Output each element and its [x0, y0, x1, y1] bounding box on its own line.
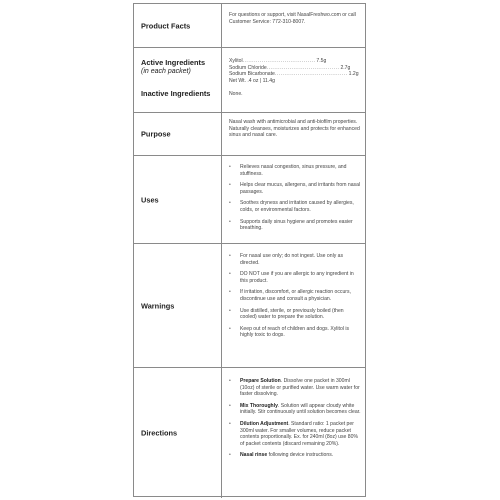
warnings-list — [229, 253, 361, 344]
list-item: • Keep out of reach of children and dogs. Xylitol is highly toxic to dogs. — [229, 326, 361, 339]
ingredient-value: 7.5g — [316, 58, 327, 64]
ingredients-content — [229, 58, 359, 84]
list-item: • DO NOT use if you are allergic to any ingredient in this product. — [229, 271, 361, 284]
ingredient-line — [229, 64, 351, 72]
step-text: following device instructions. — [267, 452, 334, 459]
inactive-ingredients-label: Inactive Ingredients — [141, 89, 211, 98]
leader-dots: ...................................... — [266, 64, 340, 71]
row-label-cell — [134, 113, 222, 155]
product-facts-table — [133, 3, 366, 497]
row-label-cell — [134, 368, 222, 498]
list-item — [229, 452, 361, 459]
ingredient-name: Sodium Bicarbonate — [229, 71, 275, 78]
ingredient-value: 2.7g — [340, 64, 351, 71]
step-text: . Dissolve one packet in 300ml (10oz) of sterile or purified water. Use warm water for faster dissolving. — [240, 378, 360, 398]
row-label-cell — [134, 4, 222, 47]
leader-dots: ...................................... — [274, 71, 348, 78]
net-weight: Net Wt. .4 oz | 11.4g — [229, 77, 275, 84]
ingredient-name: Sodium Chloride — [229, 64, 267, 71]
row-label-cell — [134, 156, 222, 243]
purpose-label: Purpose — [141, 129, 171, 139]
list-item — [229, 421, 361, 447]
product-facts-row — [134, 4, 365, 48]
active-ingredients-sub: (in each packet) — [141, 68, 191, 75]
ingredient-value: 1.2g — [348, 71, 359, 78]
row-label-cell — [134, 48, 222, 112]
step-title: Nasal rinse — [240, 452, 268, 459]
product-facts-label: Product Facts — [141, 21, 191, 30]
leader-dots: ...................................... — [242, 58, 316, 64]
row-label-cell — [134, 244, 222, 367]
support-text: For questions or support, visit NasalFreshwo.com or call Customer Service: 772-310-8007. — [229, 12, 356, 25]
directions-row — [134, 368, 365, 498]
list-item: • Soothes dryness and irritation caused by allergies, colds, or environmental factors. — [229, 200, 361, 213]
list-item: • Use distilled, sterile, or previously boiled (then cooled) water to prepare the solution. — [229, 308, 361, 321]
ingredient-name: Xylitol — [229, 58, 243, 64]
active-ingredients-label — [141, 58, 219, 76]
purpose-text: Nasal wash with antimicrobial and anti-biofilm properties. Naturally cleanses, moisturizes and protects for enhanced sinus and nasal care. — [229, 119, 360, 139]
list-item: • If irritation, discomfort, or allergic reaction occurs, discontinue use and consult a physician. — [229, 289, 361, 302]
list-item — [229, 403, 361, 416]
ingredient-line — [229, 71, 359, 78]
step-title: Dilution Adjustment — [240, 420, 289, 427]
ingredients-row — [134, 48, 365, 113]
purpose-row — [134, 113, 365, 156]
uses-list — [229, 164, 361, 237]
list-item: • Helps clear mucus, allergens, and irritants from nasal passages. — [229, 182, 361, 195]
list-item: • For nasal use only; do not ingest. Use only as directed. — [229, 253, 361, 266]
step-title: Mix Thoroughly — [240, 402, 278, 409]
uses-label: Uses — [141, 195, 159, 204]
ingredient-line — [229, 58, 327, 65]
step-text: . Solution will appear cloudy white initially. Stir continuously until solution becomes clear. — [240, 402, 361, 416]
directions-label: Directions — [141, 428, 178, 438]
warnings-row — [134, 244, 365, 368]
warnings-label: Warnings — [141, 301, 175, 310]
uses-row — [134, 156, 365, 244]
inactive-ingredients-value: None. — [229, 91, 243, 97]
directions-list — [229, 378, 361, 464]
list-item — [229, 378, 361, 398]
list-item: • Relieves nasal congestion, sinus pressure, and stuffiness. — [229, 164, 361, 177]
list-item: • Supports daily sinus hygiene and promotes easier breathing. — [229, 219, 361, 232]
active-ingredients-title: Active Ingredients — [141, 58, 206, 67]
step-title: Prepare Solution — [240, 378, 281, 384]
step-text: . Standard ratio: 1 packet per 300ml water. For smaller volumes, reduce packet contents proportionally. Ex. for 240ml (8oz) use 80% of packet contents (discard remaining 20%). — [240, 420, 358, 447]
